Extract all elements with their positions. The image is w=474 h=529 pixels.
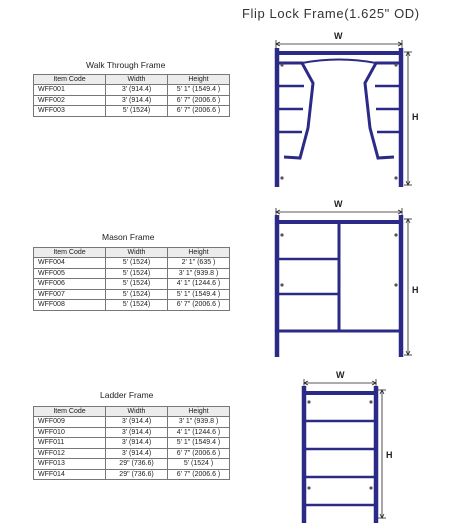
- mason-width-label: W: [334, 199, 343, 209]
- height-dimension-line: [378, 390, 386, 518]
- item-code-cell: WFF013: [34, 459, 106, 470]
- page-title: Flip Lock Frame(1.625" OD): [242, 6, 420, 21]
- mason-title: Mason Frame: [102, 232, 155, 242]
- frame-lock-pins: [280, 63, 397, 179]
- item-code-cell: WFF002: [34, 95, 106, 106]
- walk-through-frame-drawing: [258, 28, 418, 193]
- height-cell: 5' 1" (1549.4 ): [168, 85, 230, 96]
- item-code-cell: WFF011: [34, 438, 106, 449]
- item-code-cell: WFF014: [34, 469, 106, 480]
- item-code-cell: WFF006: [34, 279, 106, 290]
- height-cell: 3' 1" (939.8 ): [168, 417, 230, 428]
- ladder-table: [33, 406, 230, 480]
- item-code-cell: WFF005: [34, 268, 106, 279]
- ladder-frame-drawing: [290, 368, 400, 526]
- table-row: [34, 438, 230, 449]
- table-row: [34, 469, 230, 480]
- width-cell: 3' (914.4): [106, 427, 168, 438]
- height-dimension-line: [404, 219, 412, 355]
- mason-height-label: H: [412, 285, 419, 295]
- height-cell: 3' 1" (939.8 ): [168, 268, 230, 279]
- col-header-height: Height: [168, 248, 230, 258]
- height-dimension-line: [404, 52, 412, 185]
- table-header-row: [34, 407, 230, 417]
- col-header-item-code: Item Code: [34, 248, 106, 258]
- height-cell: 5' 1" (1549.4 ): [168, 289, 230, 300]
- ladder-height-label: H: [386, 450, 393, 460]
- table-row: [34, 268, 230, 279]
- table-row: [34, 85, 230, 96]
- height-cell: 6' 7" (2006.6 ): [168, 95, 230, 106]
- item-code-cell: WFF010: [34, 427, 106, 438]
- width-cell: 5' (1524): [106, 300, 168, 311]
- table-row: [34, 300, 230, 311]
- width-cell: 3' (914.4): [106, 85, 168, 96]
- height-cell: 6' 7" (2006.6 ): [168, 448, 230, 459]
- table-row: [34, 427, 230, 438]
- table-row: [34, 95, 230, 106]
- item-code-cell: WFF004: [34, 258, 106, 269]
- col-header-item-code: Item Code: [34, 407, 106, 417]
- item-code-cell: WFF001: [34, 85, 106, 96]
- height-cell: 2' 1" (635 ): [168, 258, 230, 269]
- frame-tubes: [277, 215, 401, 357]
- width-cell: 3' (914.4): [106, 448, 168, 459]
- table-row: [34, 289, 230, 300]
- height-cell: 5' (1524 ): [168, 459, 230, 470]
- item-code-cell: WFF003: [34, 106, 106, 117]
- col-header-width: Width: [106, 248, 168, 258]
- width-dimension-line: [304, 379, 376, 389]
- table-row: [34, 448, 230, 459]
- width-cell: 29" (736.6): [106, 459, 168, 470]
- col-header-height: Height: [168, 75, 230, 85]
- height-cell: 6' 7" (2006.6 ): [168, 106, 230, 117]
- col-header-height: Height: [168, 407, 230, 417]
- ladder-width-label: W: [336, 370, 345, 380]
- width-cell: 3' (914.4): [106, 417, 168, 428]
- width-dimension-line: [276, 208, 402, 218]
- table-row: [34, 258, 230, 269]
- walk-through-height-label: H: [412, 112, 419, 122]
- height-cell: 5' 1" (1549.4 ): [168, 438, 230, 449]
- table-row: [34, 279, 230, 290]
- walk-through-table: [33, 74, 230, 117]
- col-header-item-code: Item Code: [34, 75, 106, 85]
- table-row: [34, 417, 230, 428]
- width-cell: 3' (914.4): [106, 95, 168, 106]
- height-cell: 4' 1" (1244.6 ): [168, 279, 230, 290]
- item-code-cell: WFF007: [34, 289, 106, 300]
- width-cell: 5' (1524): [106, 289, 168, 300]
- width-cell: 5' (1524): [106, 258, 168, 269]
- width-dimension-line: [276, 40, 402, 50]
- table-header-row: [34, 248, 230, 258]
- frame-tubes: [277, 48, 401, 187]
- item-code-cell: WFF009: [34, 417, 106, 428]
- width-cell: 3' (914.4): [106, 438, 168, 449]
- table-header-row: [34, 75, 230, 85]
- table-row: [34, 106, 230, 117]
- width-cell: 5' (1524): [106, 268, 168, 279]
- width-cell: 5' (1524): [106, 106, 168, 117]
- item-code-cell: WFF008: [34, 300, 106, 311]
- table-row: [34, 459, 230, 470]
- walk-through-title: Walk Through Frame: [86, 60, 166, 70]
- walk-through-width-label: W: [334, 31, 343, 41]
- frame-tubes: [304, 386, 376, 523]
- height-cell: 6' 7" (2006.6 ): [168, 300, 230, 311]
- mason-table: [33, 247, 230, 311]
- col-header-width: Width: [106, 75, 168, 85]
- mason-frame-drawing: [258, 195, 418, 365]
- item-code-cell: WFF012: [34, 448, 106, 459]
- height-cell: 6' 7" (2006.6 ): [168, 469, 230, 480]
- col-header-width: Width: [106, 407, 168, 417]
- height-cell: 4' 1" (1244.6 ): [168, 427, 230, 438]
- width-cell: 5' (1524): [106, 279, 168, 290]
- ladder-title: Ladder Frame: [100, 390, 154, 400]
- width-cell: 29" (736.6): [106, 469, 168, 480]
